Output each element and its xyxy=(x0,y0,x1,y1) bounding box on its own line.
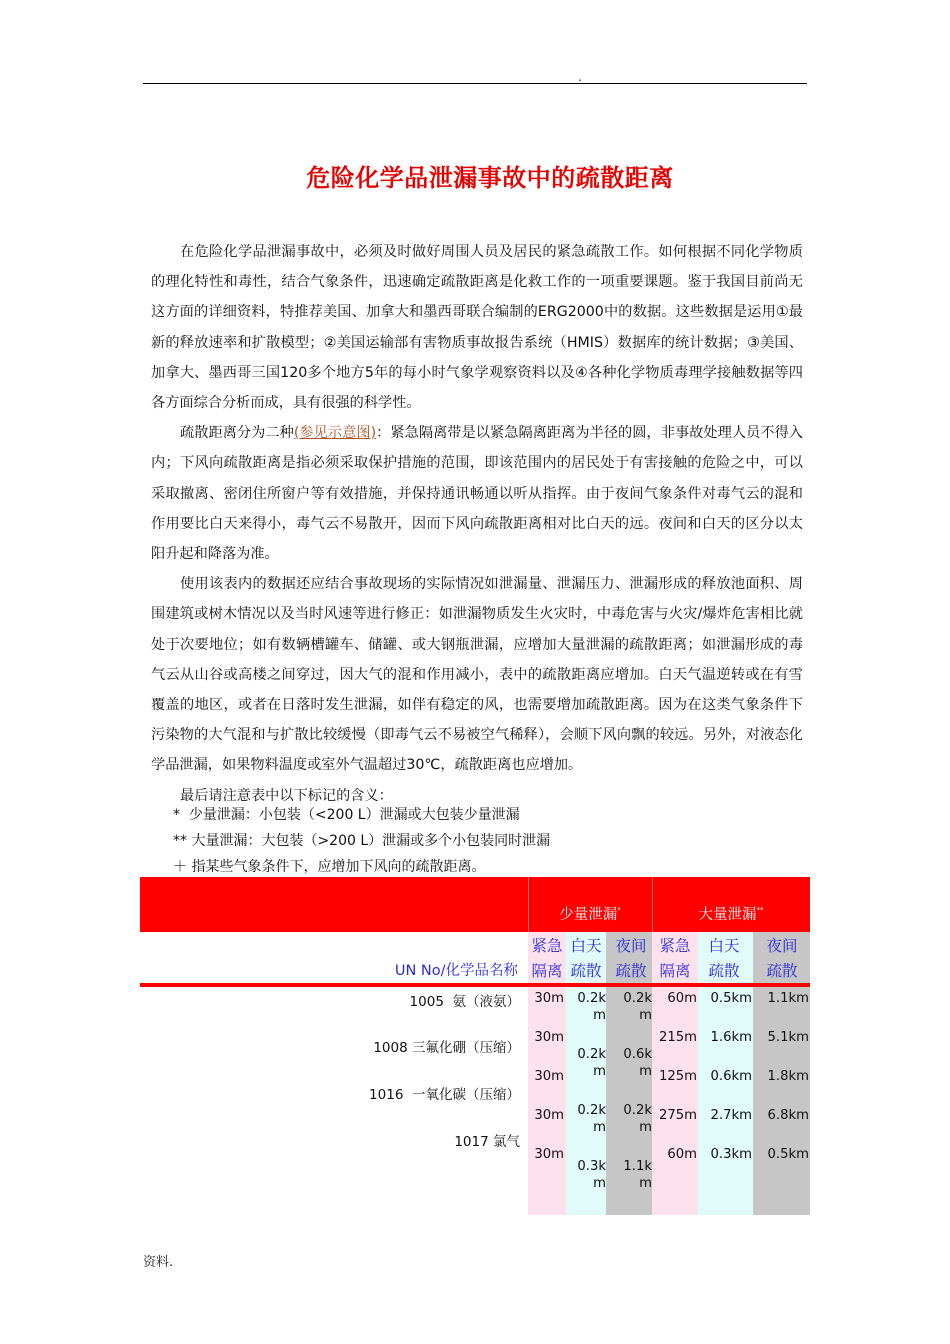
header-rule-red xyxy=(140,983,810,987)
column-header-chemical: UN No/化学品名称 xyxy=(394,963,518,979)
note-plus: ＋ 指某些气象条件下，应增加下风向的疏散距离。 xyxy=(173,859,486,875)
large-day-value: 0.3km xyxy=(710,1147,752,1162)
small-day-value: 0.2km xyxy=(577,1047,606,1079)
small-leak-label: 少量泄漏 xyxy=(559,907,618,923)
chemical-name: 1017 氯气 xyxy=(454,1134,520,1150)
footer-text: 资料. xyxy=(143,1255,174,1270)
small-night-value: 0.2km xyxy=(623,1103,652,1135)
paragraph-2 xyxy=(151,418,803,569)
evacuation-table xyxy=(140,877,810,1215)
chemical-name: 1005 氨（液氨） xyxy=(409,994,520,1010)
large-day-value: 0.5km xyxy=(710,991,752,1006)
subheader-small-isolation: 紧急隔离 xyxy=(531,937,563,980)
large-leak-label: 大量泄漏 xyxy=(698,907,757,923)
large-day-value: 0.6km xyxy=(710,1069,752,1084)
subheader-large-isolation: 紧急隔离 xyxy=(659,937,691,980)
large-isolation-value: 125m xyxy=(658,1069,697,1084)
small-day-value: 0.3km xyxy=(577,1159,606,1191)
large-leak-header xyxy=(652,903,810,923)
small-isolation-value: 30m xyxy=(534,1108,564,1123)
large-night-value: 1.8km xyxy=(767,1069,809,1084)
large-isolation-value: 60m xyxy=(667,1147,697,1162)
note-large-leak: ** 大量泄漏：大包装（>200 L）泄漏或多个小包装同时泄漏 xyxy=(173,833,551,849)
large-day-value: 1.6km xyxy=(710,1030,752,1045)
header-rule xyxy=(143,83,807,84)
large-leak-mark: ** xyxy=(756,906,764,914)
small-leak-mark: * xyxy=(617,906,621,914)
paragraph-1: 在危险化学品泄漏事故中，必须及时做好周围人员及居民的紧急疏散工作。如何根据不同化学物质的理化特性和毒性，结合气象条件，迅速确定疏散距离是化救工作的一项重要课题。鉴于我国目前尚无这方面的详细资料，特推荐美国、加拿大和墨西哥联合编制的ERG2000中的数据。这些数据是运用①最新的释放速率和扩散模型；②美国运输部有害物质事故报告系统（HMIS）数据库的统计数据；③美国、加拿大、墨西哥三国120多个地方5年的每小时气象学观察资料以及④各种化学物质毒理学接触数据等四各方面综合分析而成，具有很强的科学性。 xyxy=(151,244,803,412)
large-isolation-value: 275m xyxy=(658,1108,697,1123)
page-title: 危险化学品泄漏事故中的疏散距离 xyxy=(306,164,674,192)
large-day-value: 2.7km xyxy=(710,1108,752,1123)
large-night-value: 6.8km xyxy=(767,1108,809,1123)
paragraph-2-end: ：紧急隔离带是以紧急隔离距离为半径的圆，非事故处理人员不得入内；下风向疏散距离是指必须采取保护措施的范围，即该范围内的居民处于有害接触的危险之中，可以采取撤离、密闭住所窗户等有效措施，并保持通讯畅通以听从指挥。由于夜间气象条件对毒气云的混和作用要比白天来得小，毒气云不易散开，因而下风向疏散距离相对比白天的远。夜间和白天的区分以太阳升起和降落为准。 xyxy=(151,425,803,563)
paragraph-3: 使用该表内的数据还应结合事故现场的实际情况如泄漏量、泄漏压力、泄漏形成的释放池面积、周围建筑或树木情况以及当时风速等进行修正：如泄漏物质发生火灾时，中毒危害与火灾/爆炸危害相比就处于次要地位；如有数辆槽罐车、储罐、或大钢瓶泄漏，应增加大量泄漏的疏散距离；如泄漏形成的毒气云从山谷或高楼之间穿过，因大气的混和作用减小，表中的疏散距离应增加。白天气温逆转或在有雪覆盖的地区，或者在日落时发生泄漏，如伴有稳定的风，也需要增加疏散距离。因为在这类气象条件下污染物的大气混和与扩散比较缓慢（即毒气云不易被空气稀释），会顺下风向飘的较远。另外，对液态化学品泄漏，如果物料温度或室外气温超过30℃，疏散距离也应增加。 xyxy=(151,576,803,774)
small-day-value: 0.2km xyxy=(577,991,606,1023)
large-night-value: 1.1km xyxy=(767,991,809,1006)
small-isolation-value: 30m xyxy=(534,1147,564,1162)
legend-notes xyxy=(173,802,550,880)
small-isolation-value: 30m xyxy=(534,1069,564,1084)
body-text xyxy=(151,237,803,811)
small-night-value: 0.2km xyxy=(623,991,652,1023)
paragraph-2-start: 疏散距离分为二种 xyxy=(180,425,294,442)
chemical-name: 1008 三氟化硼（压缩） xyxy=(373,1040,520,1056)
small-night-value: 0.6km xyxy=(623,1047,652,1079)
chemical-name: 1016 一氧化碳（压缩） xyxy=(369,1087,520,1103)
subheader-small-night: 夜间疏散 xyxy=(615,937,647,980)
diagram-link[interactable]: (参见示意图) xyxy=(293,425,377,442)
note-small-leak: * 少量泄漏：小包装（<200 L）泄漏或大包装少量泄漏 xyxy=(173,807,520,823)
large-night-value: 0.5km xyxy=(767,1147,809,1162)
subheader-large-night: 夜间疏散 xyxy=(766,937,798,980)
header-dot: . xyxy=(578,70,582,84)
paragraph-4: 最后请注意表中以下标记的含义： xyxy=(180,787,393,804)
small-leak-header xyxy=(528,903,652,923)
subheader-small-day: 白天疏散 xyxy=(570,937,602,980)
small-isolation-value: 30m xyxy=(534,991,564,1006)
large-isolation-value: 215m xyxy=(658,1030,697,1045)
small-isolation-value: 30m xyxy=(534,1030,564,1045)
small-night-value: 1.1km xyxy=(623,1159,652,1191)
small-day-value: 0.2km xyxy=(577,1103,606,1135)
large-isolation-value: 60m xyxy=(667,991,697,1006)
large-night-value: 5.1km xyxy=(767,1030,809,1045)
subheader-large-day: 白天疏散 xyxy=(708,937,740,980)
